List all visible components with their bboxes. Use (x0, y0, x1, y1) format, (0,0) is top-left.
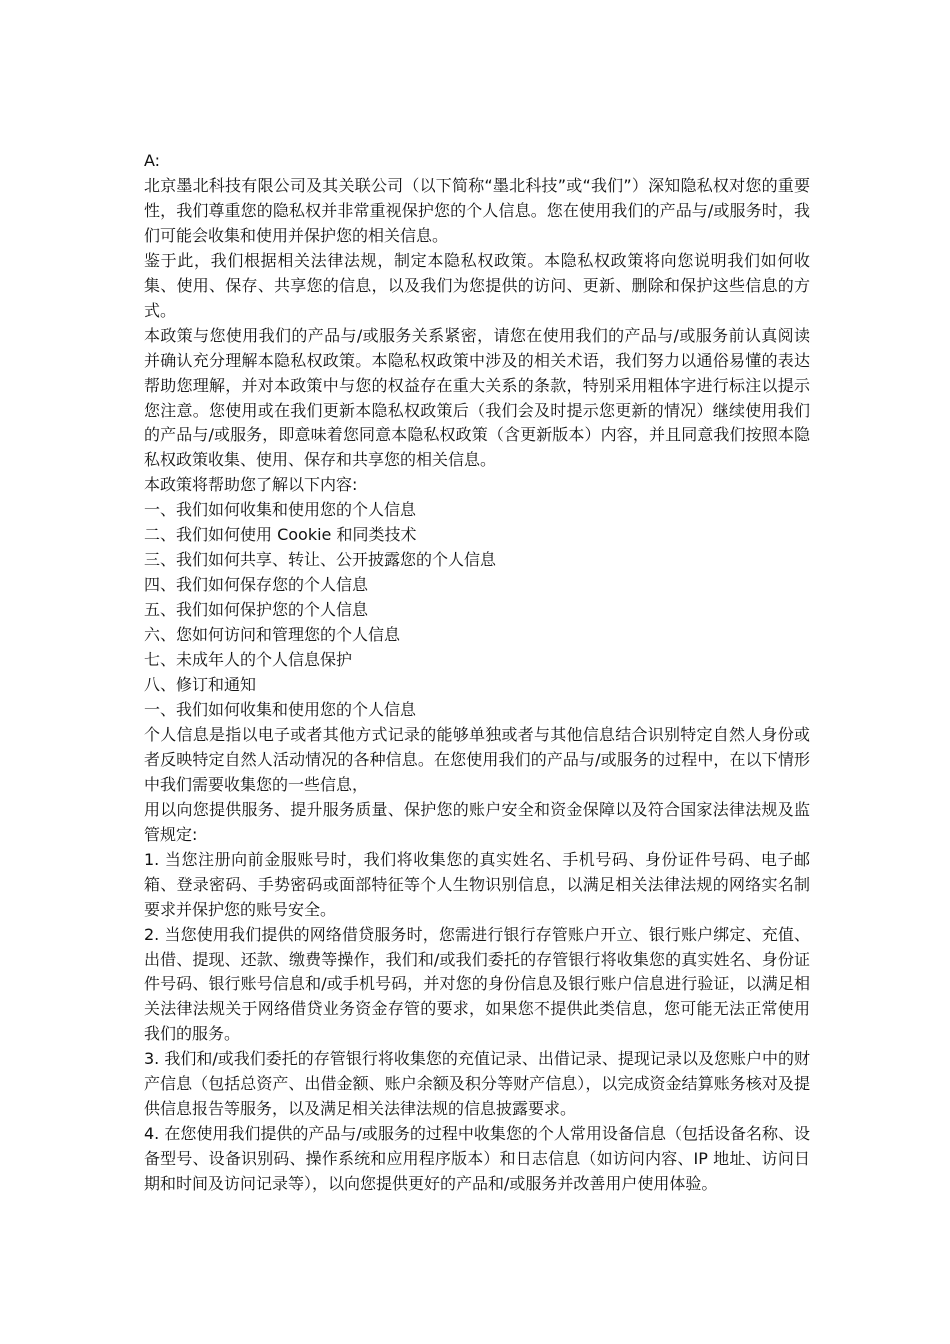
list-item-3: 3. 我们和/或我们委托的存管银行将收集您的充值记录、出借记录、提现记录以及您账户中的财产信息（包括总资产、出借金额、账户余额及积分等财产信息），以完成资金结算账务核对及提供信息报告等服务，以及满足相关法律法规的信息披露要求。 (144, 1049, 810, 1119)
paragraph-intro-label: A: (144, 151, 161, 170)
document-body (144, 149, 810, 1197)
list-item-1: 1. 当您注册向前金服账号时，我们将收集您的真实姓名、手机号码、身份证件号码、电子邮箱、登录密码、手势密码或面部特征等个人生物识别信息，以满足相关法律法规的网络实名制要求并保护您的账号安全。 (144, 849, 810, 919)
paragraph-policy-purpose: 鉴于此，我们根据相关法律法规，制定本隐私权政策。本隐私权政策将向您说明我们如何收集、使用、保存、共享您的信息，以及我们为您提供的访问、更新、删除和保护这些信息的方式。 (144, 250, 810, 320)
paragraph-personal-info-definition: 个人信息是指以电子或者其他方式记录的能够单独或者与其他信息结合识别特定自然人身份或者反映特定自然人活动情况的各种信息。在您使用我们的产品与/或服务的过程中，在以下情形中我们需要收集您的一些信息， (144, 724, 810, 794)
list-item-2: 2. 当您使用我们提供的网络借贷服务时，您需进行银行存管账户开立、银行账户绑定、充值、出借、提现、还款、缴费等操作，我们和/或我们委托的存管银行将收集您的真实姓名、身份证件号码、银行账号信息和/或手机号码，并对您的身份信息及银行账户信息进行验证，以满足相关法律法规关于网络借贷业务资金存管的要求，如果您不提供此类信息，您可能无法正常使用我们的服务。 (144, 924, 810, 1044)
toc-item-5: 五、我们如何保护您的个人信息 (144, 600, 369, 620)
toc-item-3: 三、我们如何共享、转让、公开披露您的个人信息 (144, 550, 497, 570)
toc-item-4: 四、我们如何保存您的个人信息 (144, 575, 369, 595)
toc-item-2: 二、我们如何使用 Cookie 和同类技术 (144, 525, 417, 545)
toc-item-8: 八、修订和通知 (144, 675, 257, 695)
paragraph-collection-purpose: 用以向您提供服务、提升服务质量、保护您的账户安全和资金保障以及符合国家法律法规及监管规定: (144, 799, 810, 844)
paragraph-read-carefully: 本政策与您使用我们的产品与/或服务关系紧密，请您在使用我们的产品与/或服务前认真阅读并确认充分理解本隐私权政策。本隐私权政策中涉及的相关术语，我们努力以通俗易懂的表达帮助您理解，并对本政策中与您的权益存在重大关系的条款，特别采用粗体字进行标注以提示您注意。您使用或在我们更新本隐私权政策后（我们会及时提示您更新的情况）继续使用我们的产品与/或服务，即意味着您同意本隐私权政策（含更新版本）内容，并且同意我们按照本隐私权政策收集、使用、保存和共享您的相关信息。 (144, 325, 810, 470)
toc-item-6: 六、您如何访问和管理您的个人信息 (144, 625, 401, 645)
toc-item-1: 一、我们如何收集和使用您的个人信息 (144, 500, 417, 520)
section-heading-1: 一、我们如何收集和使用您的个人信息 (144, 699, 417, 719)
toc-item-7: 七、未成年人的个人信息保护 (144, 650, 353, 670)
paragraph-contents-intro: 本政策将帮助您了解以下内容: (144, 475, 358, 495)
paragraph-company-statement: 北京墨北科技有限公司及其关联公司（以下简称“墨北科技”或“我们”）深知隐私权对您的重要性，我们尊重您的隐私权并非常重视保护您的个人信息。您在使用我们的产品与/或服务时，我们可能会收集和使用并保护您的相关信息。 (144, 175, 810, 245)
list-item-4: 4. 在您使用我们提供的产品与/或服务的过程中收集您的个人常用设备信息（包括设备名称、设备型号、设备识别码、操作系统和应用程序版本）和日志信息（如访问内容、IP 地址、访问日期和时间及访问记录等），以向您提供更好的产品和/或服务并改善用户使用体验。 (144, 1124, 810, 1194)
